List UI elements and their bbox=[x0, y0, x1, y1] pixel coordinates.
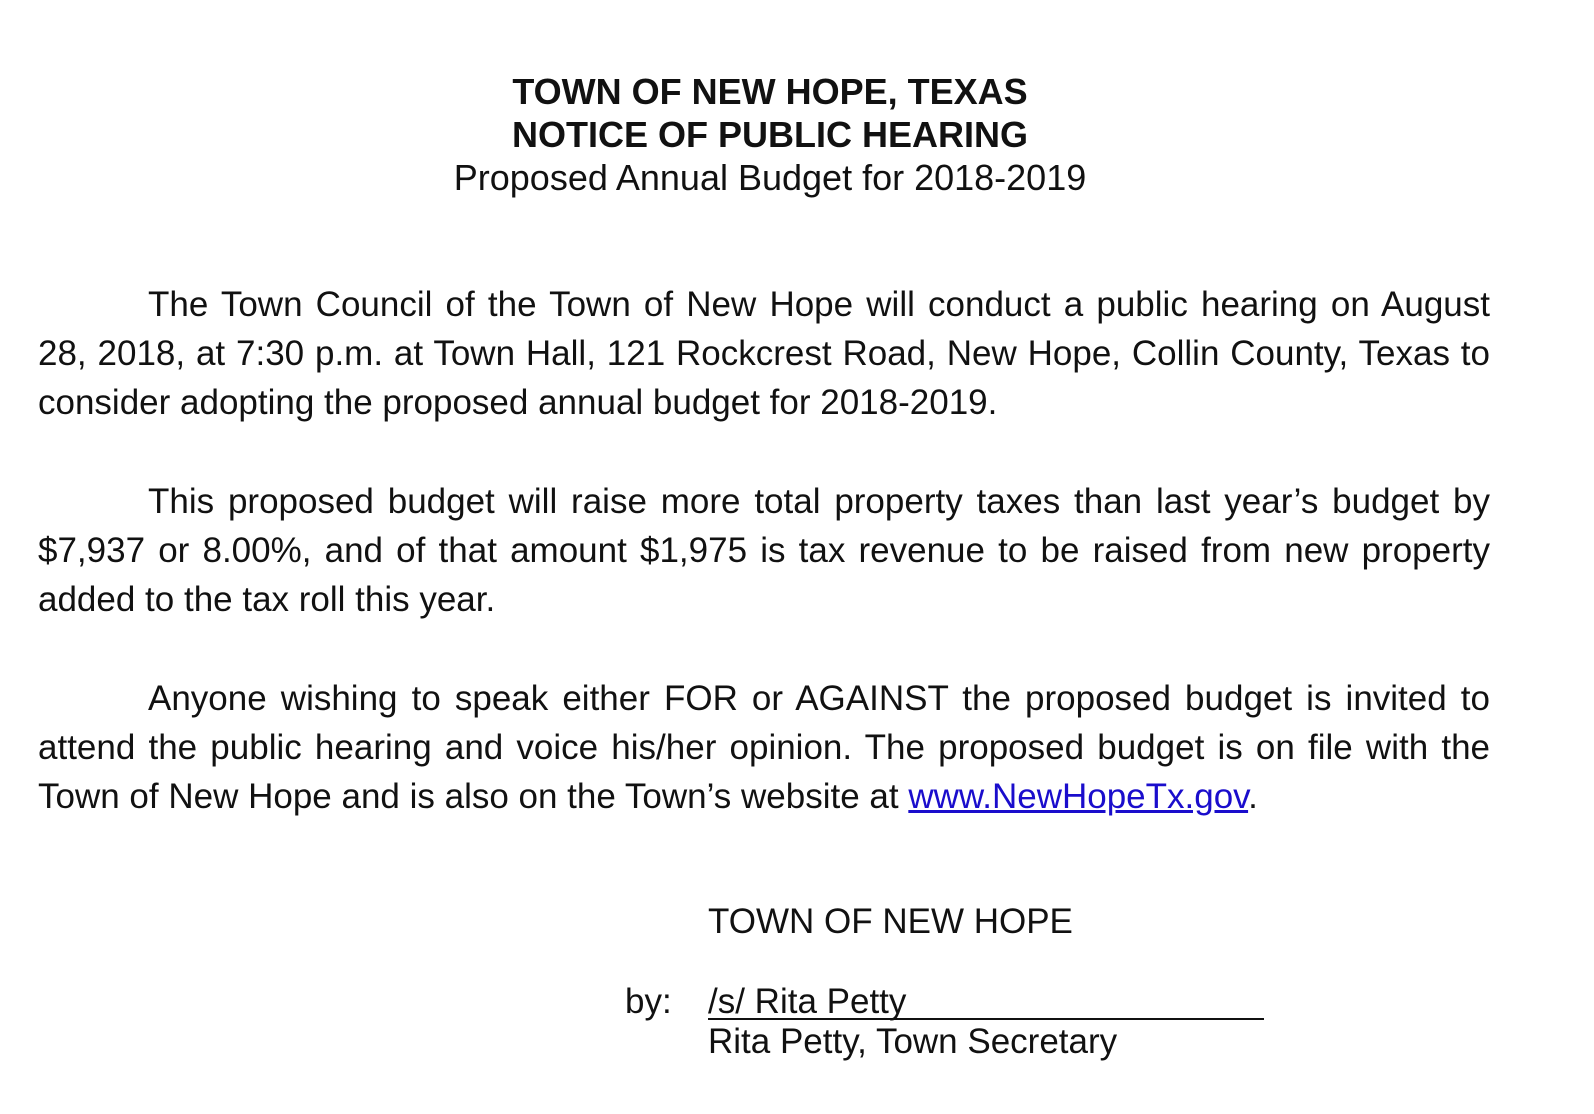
town-website-link[interactable]: www.NewHopeTx.gov bbox=[908, 777, 1249, 816]
signature-line bbox=[708, 980, 1264, 1020]
paragraph-public-comment bbox=[38, 674, 1490, 821]
header-town-name: TOWN OF NEW HOPE, TEXAS bbox=[512, 71, 1028, 112]
notice-header bbox=[0, 70, 1540, 199]
signature-organization: TOWN OF NEW HOPE bbox=[708, 902, 1073, 941]
signature-signed-name: /s/ Rita Petty bbox=[708, 982, 907, 1021]
paragraph-tax-increase: This proposed budget will raise more total property taxes than last year’s budget by $7,937 or 8.00%, and of that amount $1,975 is tax revenue to be raised from new property added to the tax roll this year. bbox=[38, 482, 1490, 619]
header-notice-title: NOTICE OF PUBLIC HEARING bbox=[511, 114, 1028, 155]
paragraph-public-comment-text: Anyone wishing to speak either FOR or AGAINST the proposed budget is invited to attend the public hearing and voice his/her opinion. The proposed budget is on file with the Town of New Hope and is also on the Town’s website at bbox=[38, 679, 1490, 816]
signature-name-title: Rita Petty, Town Secretary bbox=[708, 1022, 1118, 1061]
header-subtitle: Proposed Annual Budget for 2018-2019 bbox=[453, 157, 1087, 198]
signature-by-label: by: bbox=[625, 982, 672, 1021]
paragraph-hearing-details: The Town Council of the Town of New Hope will conduct a public hearing on August 28, 2018, at 7:30 p.m. at Town Hall, 121 Rockcrest Road, New Hope, Collin County, Texas to consider adopting the proposed annual budget for 2018-2019. bbox=[38, 285, 1490, 422]
paragraph-public-comment-end: . bbox=[1248, 777, 1258, 816]
